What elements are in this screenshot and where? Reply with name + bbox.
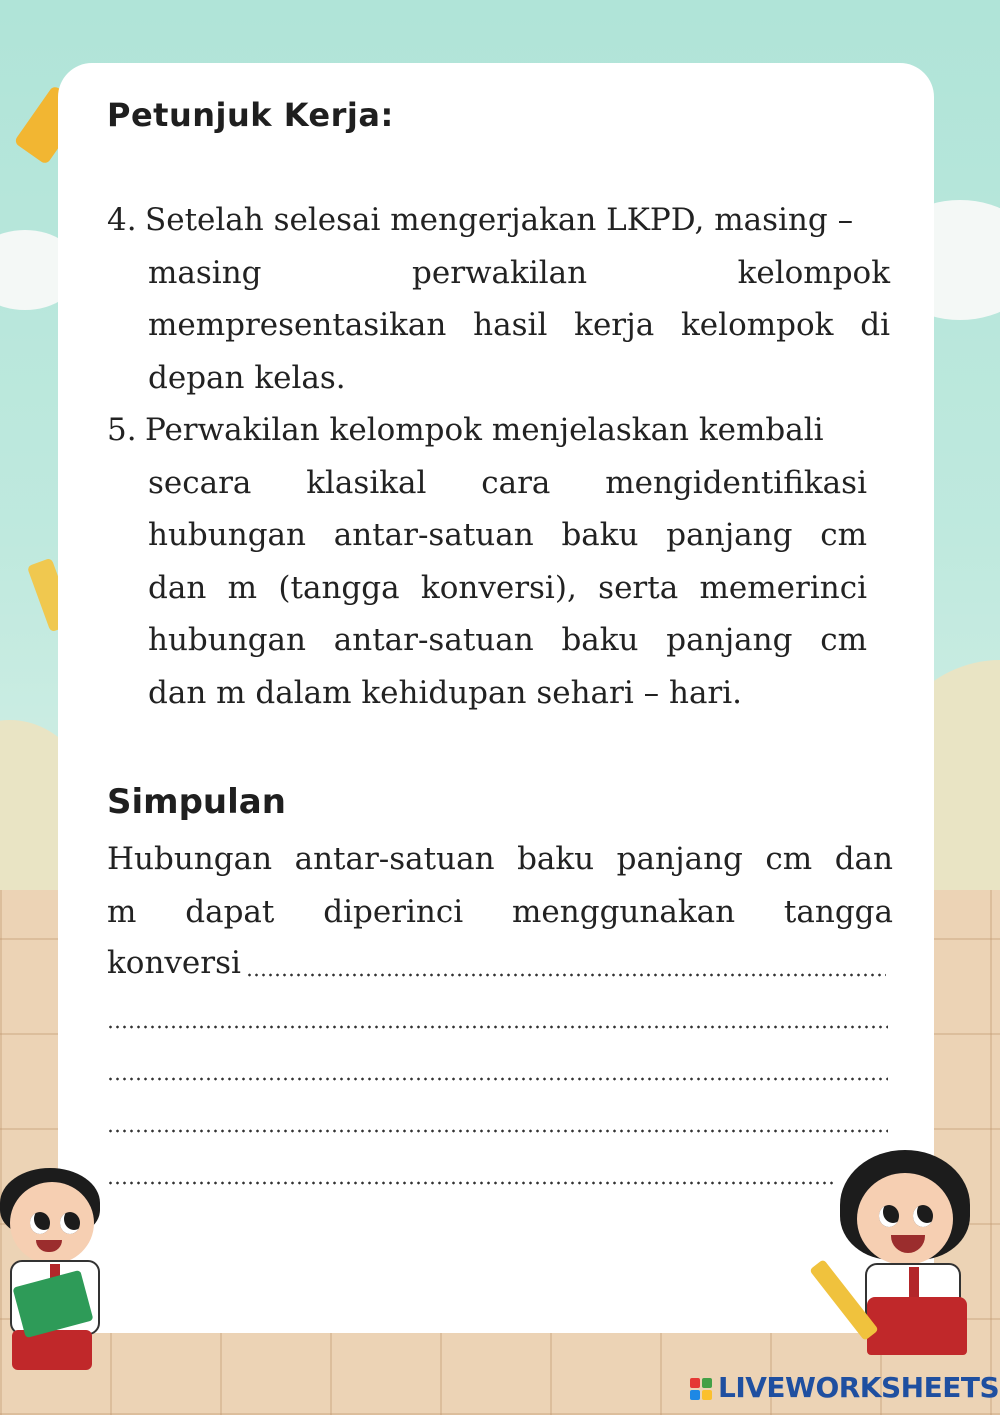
answer-field-line-3[interactable] xyxy=(107,1077,888,1081)
item-number: 5. xyxy=(107,412,137,448)
item-line: depan kelas. xyxy=(148,359,346,396)
answer-field-line-4[interactable] xyxy=(107,1129,888,1133)
item-line: dan m (tangga konversi), serta memerinci xyxy=(148,569,867,606)
girl-eye-right xyxy=(913,1205,933,1227)
item-line: secara klasikal cara mengidentifikasi xyxy=(148,464,867,501)
boy-eye-left xyxy=(30,1212,50,1234)
boy-illustration xyxy=(0,1160,140,1415)
girl-eye-left xyxy=(879,1205,899,1227)
answer-field-line-2[interactable] xyxy=(107,1025,888,1029)
item-line: Perwakilan kelompok menjelaskan kembali xyxy=(145,412,824,448)
conclusion-title: Simpulan xyxy=(107,782,286,822)
instruction-item-4 xyxy=(107,194,890,404)
boy-eye-right xyxy=(60,1212,80,1234)
instruction-item-5 xyxy=(107,404,867,719)
watermark-text: LIVEWORKSHEETS xyxy=(718,1371,1000,1404)
item-line: hubungan antar-satuan baku panjang cm xyxy=(148,517,867,553)
conclusion-line: m dapat diperinci menggunakan tangga xyxy=(107,894,893,930)
item-line: Setelah selesai mengerjakan LKPD, masing – xyxy=(145,202,854,238)
answer-field-line-5[interactable] xyxy=(107,1181,837,1185)
answer-field-line-1[interactable] xyxy=(246,973,886,977)
boy-shorts xyxy=(12,1330,92,1370)
item-line: dan m dalam kehidupan sehari – hari. xyxy=(148,674,743,711)
girl-skirt xyxy=(867,1297,967,1355)
conclusion-line: Hubungan antar-satuan baku panjang cm dan xyxy=(107,841,893,877)
item-number: 4. xyxy=(107,202,137,238)
item-line: mempresentasikan hasil kerja kelompok di xyxy=(148,307,890,343)
liveworksheets-logo-icon xyxy=(690,1378,714,1402)
conclusion-answer-start: konversi xyxy=(107,945,241,981)
page-title: Petunjuk Kerja: xyxy=(107,96,394,134)
item-line: masing perwakilan kelompok xyxy=(148,254,890,291)
conclusion-text xyxy=(107,833,893,939)
item-line: hubungan antar-satuan baku panjang cm xyxy=(148,622,867,658)
